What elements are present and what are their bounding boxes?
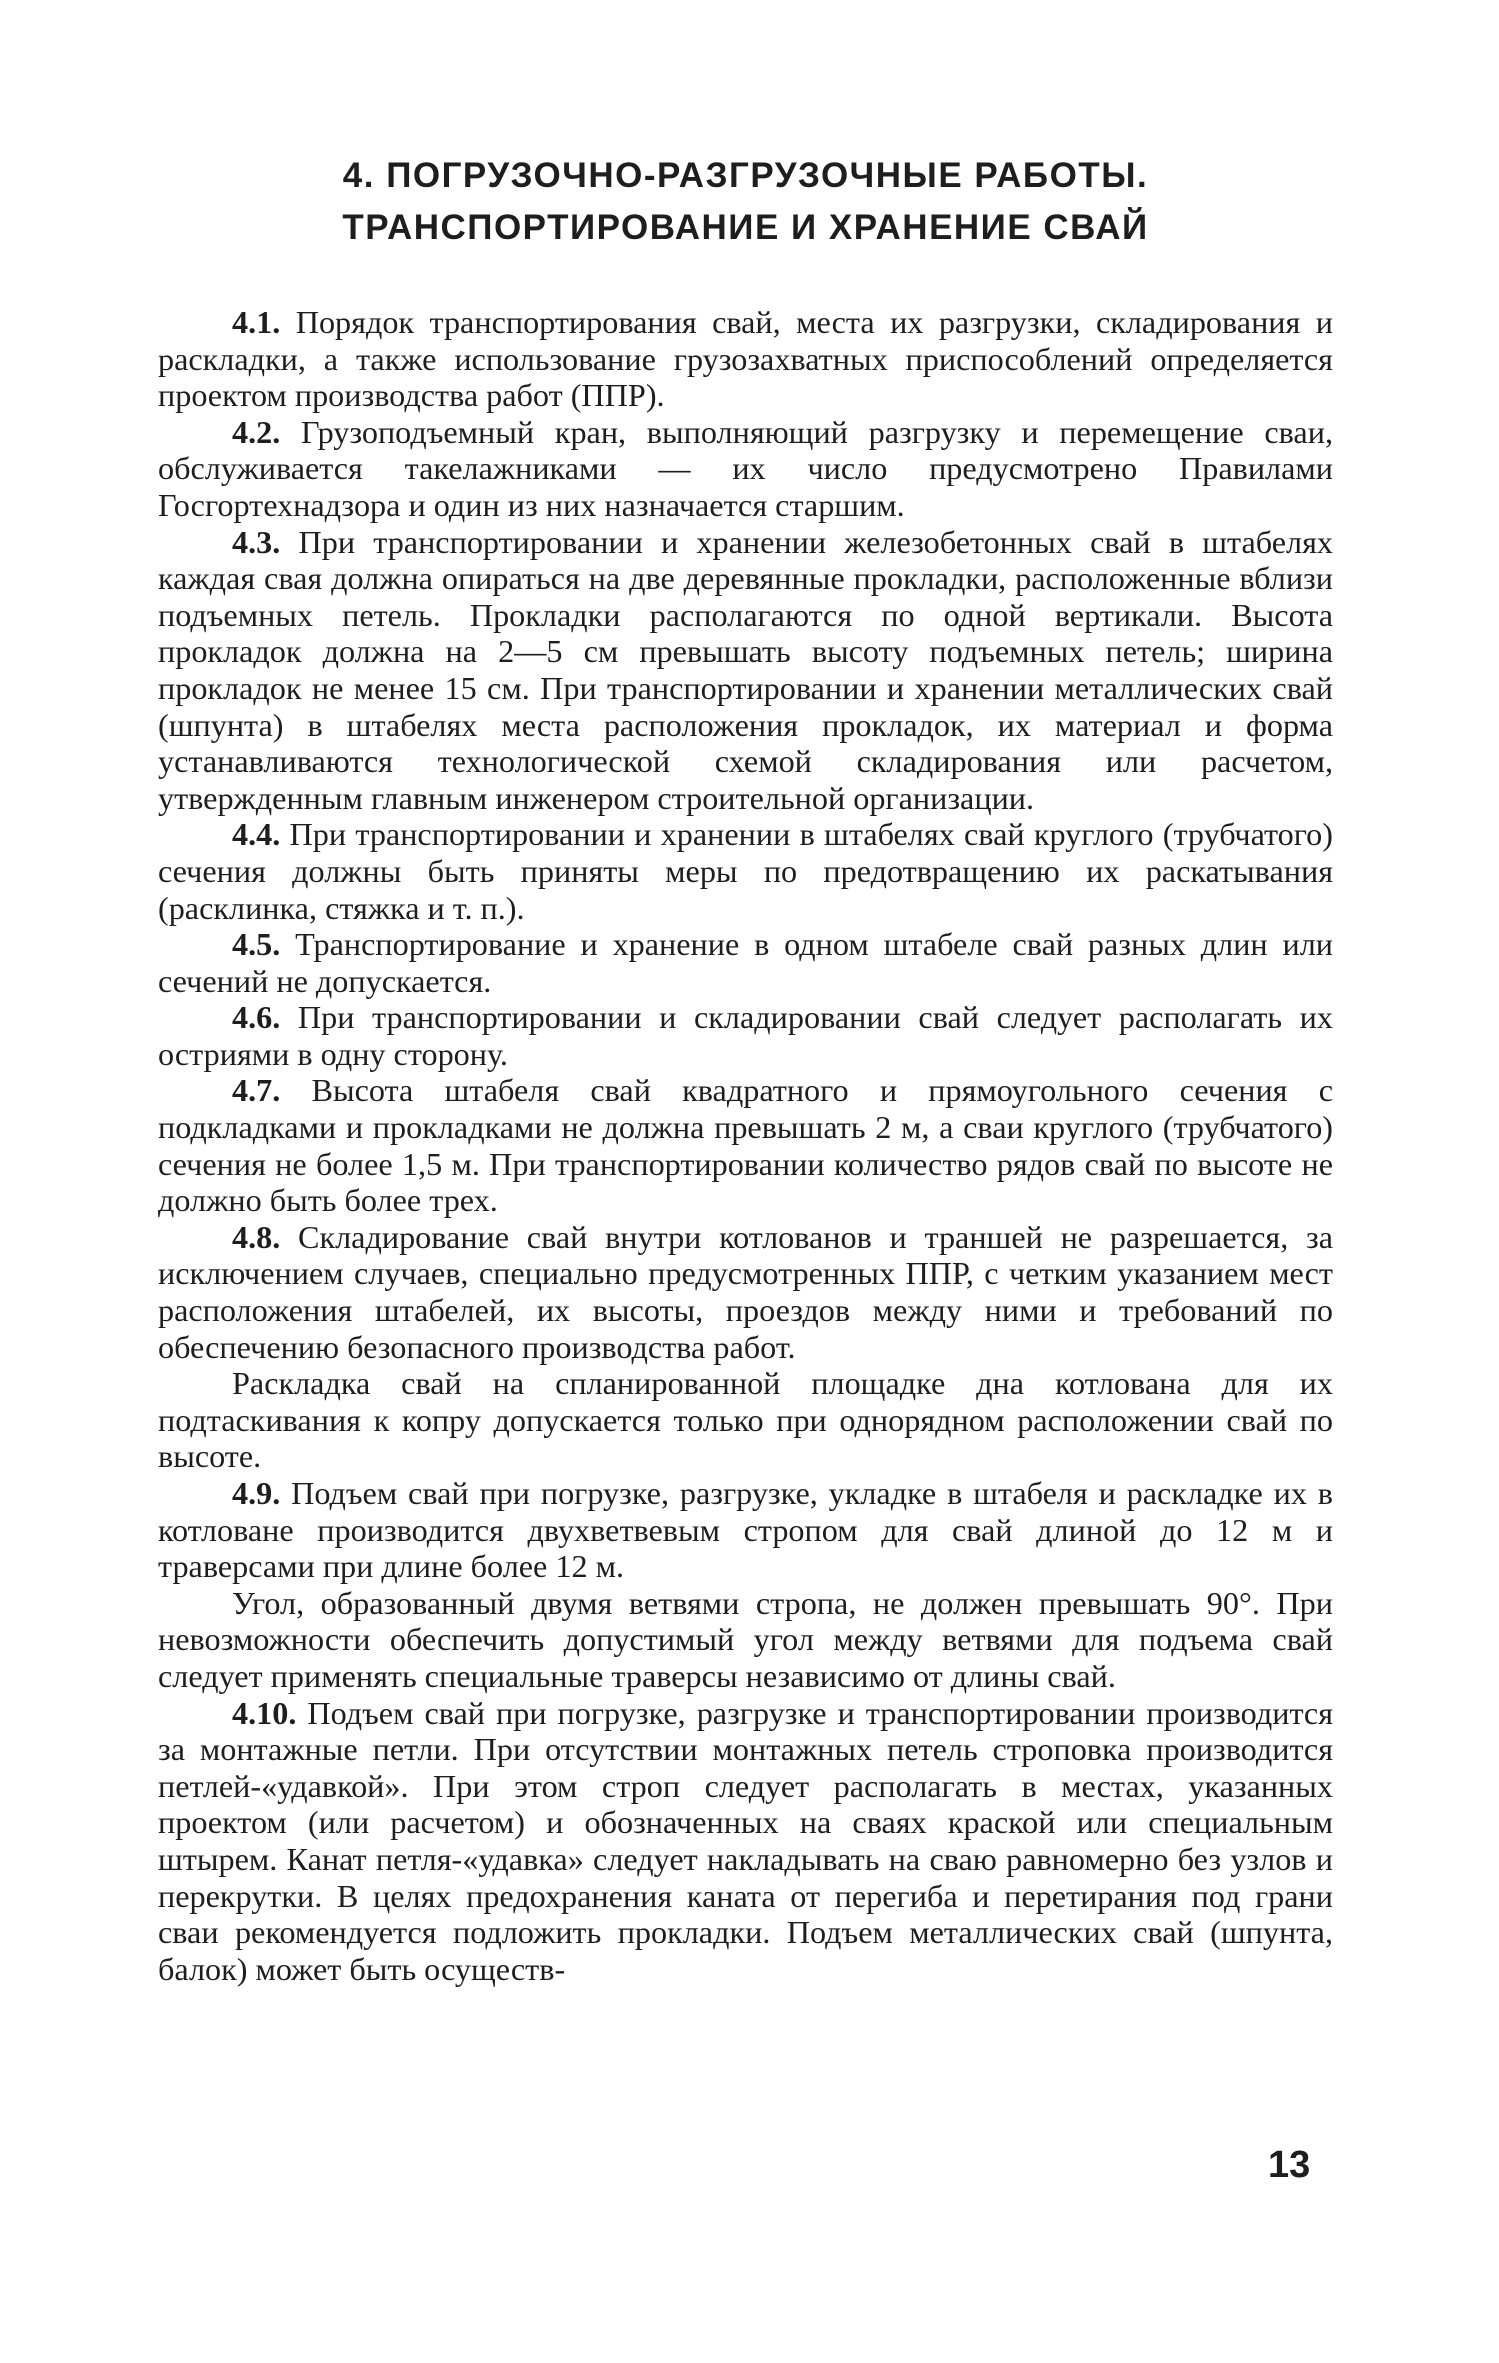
paragraph-text: Угол, образованный двумя ветвями стропа, не должен превышать 90°. При невозможности обеспечить допустимый угол между ветвями для подъема свай следует применять специальные траверсы независимо от длины свай. — [158, 1584, 1333, 1694]
paragraph-number: 4.8. — [232, 1218, 281, 1255]
paragraph-number: 4.5. — [232, 926, 281, 963]
paragraph-text: Грузоподъемный кран, выполняющий разгрузку и перемещение сваи, обслуживается такелажниками — их число предусмотрено Правилами Госгортехнадзора и один из них назначается старшим. — [158, 413, 1333, 523]
paragraph-4-6 — [158, 999, 1333, 1072]
paragraph-text: Высота штабеля свай квадратного и прямоугольного сечения с подкладками и прокладками не должна превышать 2 м, а сваи круглого (трубчатого) сечения не более 1,5 м. При транспортировании количество рядов свай по высоте не должно быть более трех. — [158, 1072, 1333, 1219]
paragraph-number: 4.7. — [232, 1072, 281, 1109]
paragraph-4-8 — [158, 1219, 1333, 1365]
paragraph-4-4 — [158, 816, 1333, 926]
paragraph-4-9-continued — [158, 1585, 1333, 1695]
paragraph-number: 4.3. — [232, 523, 281, 560]
paragraph-number: 4.9. — [232, 1475, 281, 1511]
paragraph-number: 4.1. — [232, 304, 281, 340]
page-number: 13 — [1268, 2144, 1311, 2186]
paragraph-4-8-continued — [158, 1365, 1333, 1475]
section-title-line-1: 4. ПОГРУЗОЧНО-РАЗГРУЗОЧНЫЕ РАБОТЫ. — [342, 156, 1149, 195]
paragraph-text: При транспортировании и хранении в штабелях свай круглого (трубчатого) сечения должны быть приняты меры по предотвращению их раскатывания (расклинка, стяжка и т. п.). — [158, 816, 1333, 926]
paragraph-4-3 — [158, 524, 1333, 817]
paragraph-number: 4.10. — [232, 1694, 297, 1731]
body-text — [158, 304, 1333, 1987]
paragraph-text: При транспортировании и складировании свай следует располагать их остриями в одну сторону. — [158, 999, 1333, 1072]
paragraph-number: 4.2. — [232, 413, 281, 450]
paragraph-4-10 — [158, 1695, 1333, 1988]
section-title-line-2: ТРАНСПОРТИРОВАНИЕ И ХРАНЕНИЕ СВАЙ — [342, 208, 1149, 247]
page-content — [158, 150, 1333, 1987]
paragraph-4-7 — [158, 1072, 1333, 1218]
paragraph-text: Складирование свай внутри котлованов и траншей не разрешается, за исключением случаев, специально предусмотренных ППР, с четким указанием мест расположения штабелей, их высоты, проездов между ними и требований по обеспечению безопасного производства работ. — [158, 1218, 1333, 1365]
paragraph-4-2 — [158, 414, 1333, 524]
paragraph-4-9 — [158, 1475, 1333, 1585]
paragraph-text: Раскладка свай на спланированной площадке дна котлована для их подтаскивания к копру допускается только при однорядном расположении свай по высоте. — [158, 1365, 1333, 1475]
paragraph-4-1 — [158, 304, 1333, 414]
paragraph-4-5 — [158, 926, 1333, 999]
paragraph-text: Транспортирование и хранение в одном штабеле свай разных длин или сечений не допускается. — [158, 926, 1333, 999]
paragraph-text: При транспортировании и хранении железобетонных свай в штабелях каждая свая должна опираться на две деревянные прокладки, расположенные вблизи подъемных петель. Прокладки располагаются по одной вертикали. Высота прокладок должна на 2—5 см превышать высоту подъемных петель; ширина прокладок не менее 15 см. При транспортировании и хранении металлических свай (шпунта) в штабелях места расположения прокладок, их материал и форма устанавливаются технологической схемой складирования или расчетом, утвержденным главным инженером строительной организации. — [158, 523, 1333, 816]
paragraph-number: 4.4. — [232, 816, 281, 853]
paragraph-number: 4.6. — [232, 999, 281, 1036]
paragraph-text: Подъем свай при погрузке, разгрузке, укладке в штабеля и раскладке их в котловане производится двухветвевым стропом для свай длиной до 12 м и траверсами при длине более 12 м. — [158, 1475, 1333, 1585]
paragraph-text: Подъем свай при погрузке, разгрузке и транспортировании производится за монтажные петли. При отсутствии монтажных петель строповка производится петлей-«удавкой». При этом строп следует располагать в местах, указанных проектом (или расчетом) и обозначенных на сваях краской или специальным штырем. Канат петля-«удавка» следует накладывать на сваю равномерно без узлов и перекрутки. В целях предохранения каната от перегиба и перетирания под грани сваи рекомендуется подложить прокладки. Подъем металлических свай (шпунта, балок) может быть осуществ- — [158, 1694, 1333, 1987]
section-title — [158, 150, 1333, 254]
paragraph-text: Порядок транспортирования свай, места их разгрузки, складирования и раскладки, а также использование грузозахватных приспособлений определяется проектом производства работ (ППР). — [158, 304, 1333, 414]
